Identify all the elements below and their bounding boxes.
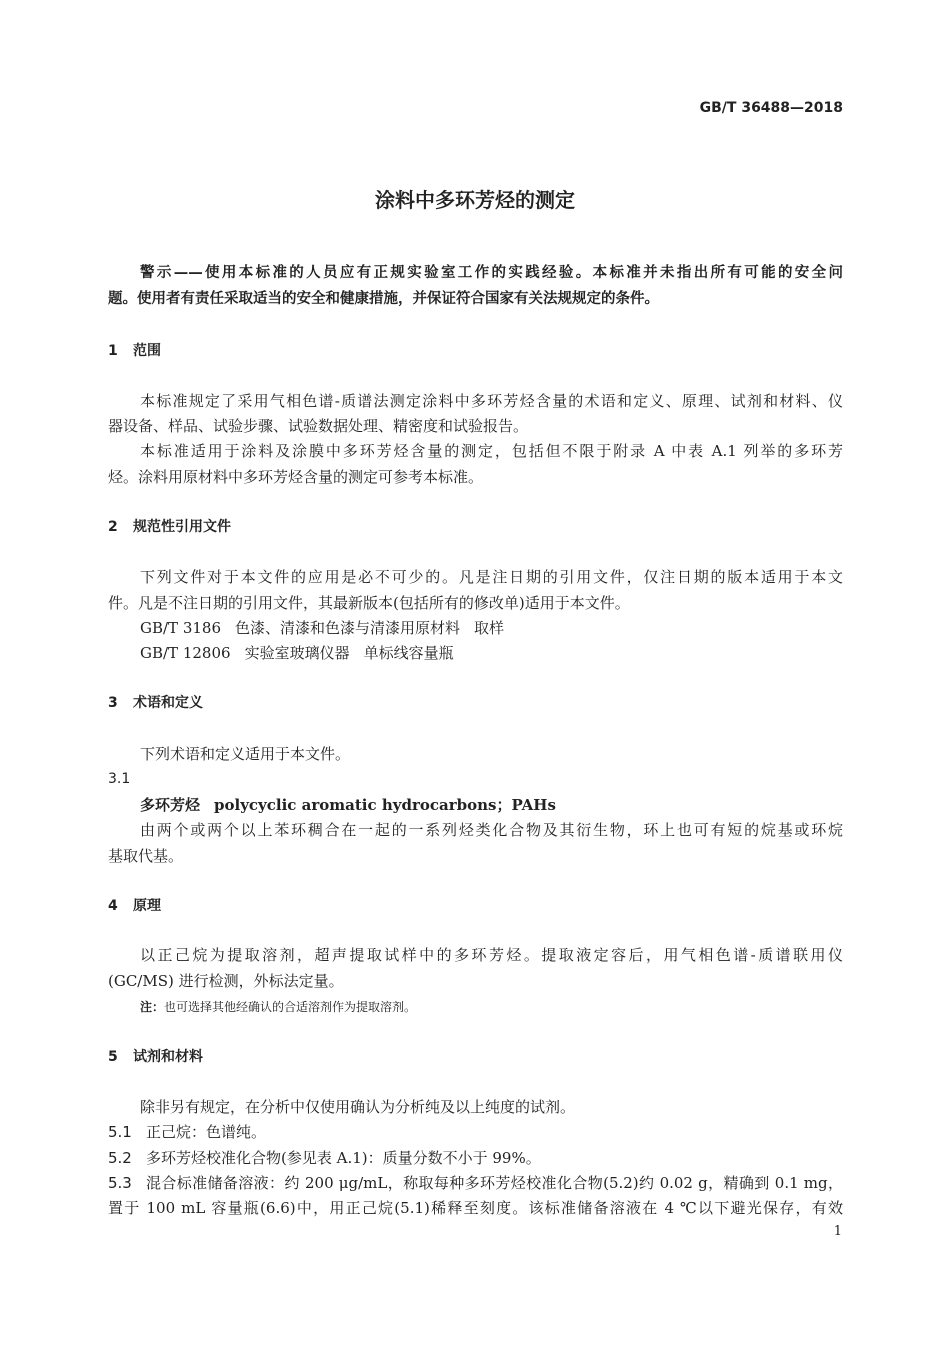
subsection-number: 3.1: [108, 771, 131, 787]
item-text: 混合标准储备溶液：约 200 μg/mL，称取每种多环芳烃校准化合物(5.2)约 0.02 g，精确到 0.1 mg，: [146, 1174, 843, 1192]
section-3-heading: [108, 692, 203, 714]
definition-line: 由两个或两个以上苯环稠合在一起的一系列烃类化合物及其衍生物，环上也可有短的烷基或环烷: [140, 821, 843, 839]
reference-code: GB/T 3186: [140, 619, 222, 637]
item-text: 多环芳烃校准化合物(参见表 A.1)：质量分数不小于 99%。: [146, 1149, 541, 1167]
note-text: 也可选择其他经确认的合适溶剂作为提取溶剂。: [164, 1000, 417, 1014]
section-2-heading: [108, 516, 231, 538]
section-title: 术语和定义: [133, 695, 203, 711]
reference-item: [140, 642, 454, 664]
note-label: 注：: [140, 1000, 165, 1014]
reference-name: 色漆、清漆和色漆与清漆用原材料: [235, 619, 461, 637]
paragraph-line: 下列文件对于本文件的应用是必不可少的。凡是注日期的引用文件，仅注日期的版本适用于本文: [140, 568, 843, 586]
paragraph-line: 本标准规定了采用气相色谱-质谱法测定涂料中多环芳烃含量的术语和定义、原理、试剂和材料、仪: [140, 392, 843, 410]
paragraph-line: 置于 100 mL 容量瓶(6.6)中，用正己烷(5.1)稀释至刻度。该标准储备溶液在 4 ℃以下避光保存，有效: [108, 1199, 843, 1217]
paragraph-line: 件。凡是不注日期的引用文件，其最新版本(包括所有的修改单)适用于本文件。: [108, 594, 630, 612]
section-title: 试剂和材料: [133, 1049, 203, 1065]
item-number: 5.1: [108, 1123, 132, 1141]
section-number: 1: [108, 343, 118, 359]
paragraph-line: 器设备、样品、试验步骤、试验数据处理、精密度和试验报告。: [108, 417, 529, 435]
term-cn: 多环芳烃: [140, 796, 201, 814]
section-number: 4: [108, 898, 118, 914]
warning-line: 题。使用者有责任采取适当的安全和健康措施，并保证符合国家有关法规规定的条件。: [108, 291, 659, 307]
item-5-2: [108, 1147, 541, 1169]
term-en: polycyclic aromatic hydrocarbons；PAHs: [214, 796, 556, 814]
document-title: 涂料中多环芳烃的测定: [375, 188, 575, 212]
reference-extra: 单标线容量瓶: [363, 644, 454, 662]
section-4-heading: [108, 895, 161, 917]
reference-extra: 取样: [474, 619, 505, 637]
item-number: 5.2: [108, 1149, 132, 1167]
section-5-heading: [108, 1046, 203, 1068]
section-title: 原理: [133, 898, 161, 914]
item-5-3: [108, 1172, 843, 1194]
reference-name: 实验室玻璃仪器: [244, 644, 350, 662]
section-title: 范围: [133, 343, 161, 359]
paragraph-line: 烃。涂料用原材料中多环芳烃含量的测定可参考本标准。: [108, 468, 484, 486]
section-number: 2: [108, 519, 118, 535]
item-number: 5.3: [108, 1174, 132, 1192]
note: [140, 996, 416, 1018]
term: [140, 794, 556, 816]
paragraph-line: (GC/MS) 进行检测，外标法定量。: [108, 972, 344, 990]
section-1-heading: [108, 340, 161, 362]
paragraph-line: 下列术语和定义适用于本文件。: [140, 745, 351, 763]
reference-code: GB/T 12806: [140, 644, 231, 662]
item-text: 正己烷：色谱纯。: [146, 1123, 267, 1141]
standard-number: GB/T 36488—2018: [699, 100, 843, 116]
paragraph-line: 除非另有规定，在分析中仅使用确认为分析纯及以上纯度的试剂。: [140, 1098, 576, 1116]
paragraph-line: 以正己烷为提取溶剂，超声提取试样中的多环芳烃。提取液定容后，用气相色谱-质谱联用仪: [140, 946, 843, 964]
reference-item: [140, 617, 504, 639]
paragraph-line: 本标准适用于涂料及涂膜中多环芳烃含量的测定，包括但不限于附录 A 中表 A.1 列举的多环芳: [140, 442, 843, 460]
item-5-1: [108, 1121, 266, 1143]
section-number: 3: [108, 695, 118, 711]
section-number: 5: [108, 1049, 118, 1065]
section-title: 规范性引用文件: [133, 519, 231, 535]
definition-line: 基取代基。: [108, 847, 184, 865]
warning-line: 警示——使用本标准的人员应有正规实验室工作的实践经验。本标准并未指出所有可能的安全问: [140, 265, 843, 281]
page-number: 1: [833, 1224, 842, 1239]
